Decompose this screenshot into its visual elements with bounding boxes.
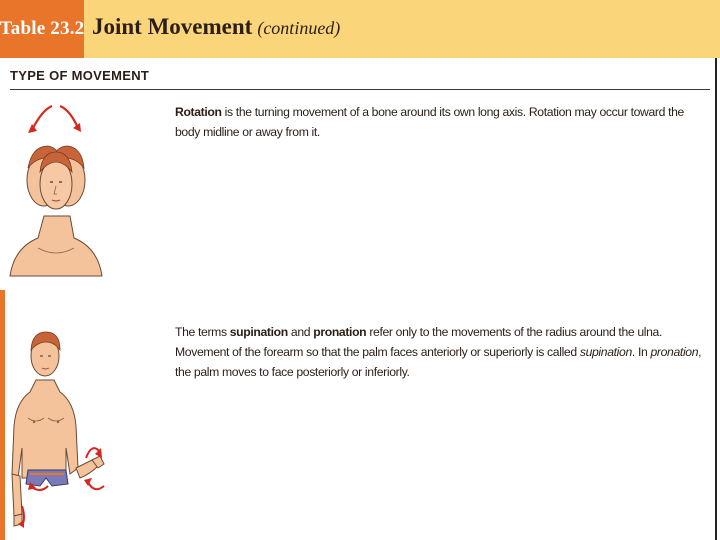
supination-text-1: The terms	[175, 325, 230, 339]
rotation-text: is the turning movement of a bone around its own long axis. Rotation may occur toward the body midline or away from it.	[175, 105, 684, 139]
supination-text-5: , the palm moves to face posteriorly or inferiorly.	[175, 345, 702, 379]
head-front	[40, 152, 72, 209]
torso-figure	[12, 380, 78, 478]
shoulders-and-neck	[10, 216, 102, 276]
supination-text-3: refer only to the movements of the radius around the ulna. Movement of the forearm so that the palm faces anteriorly or superiorly is called	[175, 325, 663, 359]
shorts	[26, 470, 68, 486]
term-supination-italic: supination	[579, 345, 632, 359]
term-pronation-italic: pronation	[650, 345, 699, 359]
left-accent-strip	[0, 290, 5, 540]
table-title-continued: (continued)	[257, 18, 341, 38]
supination-text-2: and	[287, 325, 314, 339]
rotation-arrows-icon	[28, 106, 81, 133]
right-border-rule	[715, 58, 717, 540]
forearm-right	[76, 456, 104, 478]
supination-text-4: . In	[631, 345, 651, 359]
head	[31, 332, 60, 376]
heading-divider	[10, 89, 710, 90]
forearm-left	[12, 474, 22, 526]
table-title	[92, 14, 340, 46]
table-title-main: Joint Movement	[92, 14, 253, 39]
rotation-description	[175, 102, 710, 142]
term-supination: supination	[229, 325, 288, 339]
supination-pronation-description	[175, 322, 710, 382]
column-heading: TYPE OF MOVEMENT	[10, 68, 150, 83]
term-pronation: pronation	[313, 325, 367, 339]
forearm-supination-illustration	[8, 318, 108, 530]
table-number-tag	[0, 0, 84, 58]
table-number-label: Table 23.2	[0, 18, 85, 39]
term-rotation: Rotation	[175, 105, 222, 119]
head-rotation-illustration	[8, 98, 106, 278]
